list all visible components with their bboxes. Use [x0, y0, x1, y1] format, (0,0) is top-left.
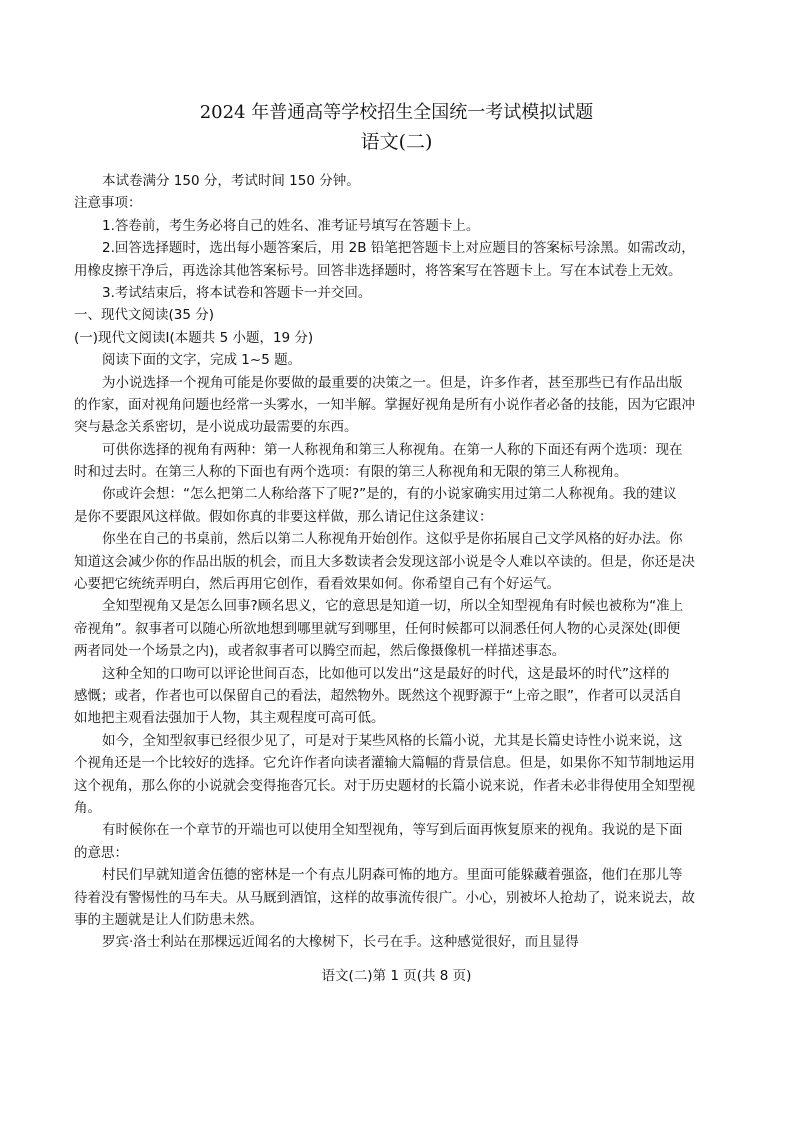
text-line: 1.答卷前，考生务必将自己的姓名、准考证号填写在答题卡上。 — [102, 217, 480, 234]
page-footer: 语文(二)第 1 页(共 8 页) — [321, 968, 472, 984]
text-line: 心要把它统统弄明白，然后再用它创作，看看效果如何。你希望自己有个好运气。 — [74, 576, 560, 593]
text-line: 事的主题就是让人们防患未然。 — [74, 911, 263, 928]
text-line: 两者同处一个场景之内)，或者叙事者可以腾空而起，然后像摄像机一样描述事态。 — [74, 643, 566, 660]
text-line: 你坐在自己的书桌前，然后以第二人称视角开始创作。这似乎是你拓展自己文学风格的好办法。你 — [102, 531, 683, 548]
text-line: 感慨；或者，作者也可以保留自己的看法，超然物外。既然这个视野源于“上帝之眼”，作者可以灵活自 — [74, 687, 682, 704]
text-line: 本试卷满分 150 分，考试时间 150 分钟。 — [102, 173, 360, 189]
text-line: 的作家，面对视角问题也经常一头雾水，一知半解。掌握好视角是所有小说作者必备的技能，因为它跟冲 — [74, 396, 695, 413]
text-line: 的意思： — [74, 844, 128, 861]
text-line: 帝视角”。叙事者可以随心所欲地想到哪里就写到哪里，任何时候都可以洞悉任何人物的心灵深处(即便 — [74, 620, 681, 637]
text-line: 村民们早就知道舍伍德的密林是一个有点儿阴森可怖的地方。里面可能躲藏着强盗，他们在那儿等 — [102, 867, 683, 884]
text-line: 时和过去时。在第三人称的下面也有两个选项：有限的第三人称视角和无限的第三人称视角。 — [74, 464, 628, 481]
text-line: 全知型视角又是怎么回事?顾名思义，它的意思是知道一切，所以全知型视角有时候也被称为“准上 — [102, 598, 684, 615]
text-line: 2.回答选择题时，选出每小题答案后，用 2B 铅笔把答题卡上对应题目的答案标号涂黑。如需改动， — [102, 240, 695, 257]
text-line: 如地把主观看法强加于人物，其主观程度可高可低。 — [74, 710, 385, 727]
text-line: 你或许会想：“怎么把第二人称给落下了呢?”是的，有的小说家确实用过第二人称视角。我的建议 — [102, 486, 677, 503]
exam-subject: 语文(二) — [360, 131, 433, 153]
text-line: 有时候你在一个章节的开端也可以使用全知型视角，等写到后面再恢复原来的视角。我说的是下面 — [102, 822, 683, 839]
text-line: 注意事项： — [74, 195, 142, 212]
text-line: 如今，全知型叙事已经很少见了，可是对于某些风格的长篇小说，尤其是长篇史诗性小说来说，这 — [102, 732, 683, 749]
text-line: 为小说选择一个视角可能是你要做的最重要的决策之一。但是，许多作者，甚至那些已有作品出版 — [102, 374, 683, 391]
text-line: 是你不要跟风这样做。假如你真的非要这样做，那么请记住这条建议： — [74, 508, 493, 525]
text-line: 这种全知的口吻可以评论世间百态，比如他可以发出“这是最好的时代，这是最坏的时代”这样的 — [102, 665, 670, 682]
text-line: 知道这会减少你的作品出版的机会，而且大多数读者会发现这部小说是令人难以卒读的。但是，你还是决 — [74, 553, 695, 570]
text-line: (一)现代文阅读Ⅰ(本题共 5 小题，19 分) — [74, 329, 314, 346]
text-line: 罗宾·洛士利站在那棵远近闻名的大橡树下，长弓在手。这种感觉很好，而且显得 — [102, 934, 579, 951]
text-line: 用橡皮擦干净后，再选涂其他答案标号。回答非选择题时，将答案写在答题卡上。写在本试卷上无效。 — [74, 262, 682, 279]
text-line: 角。 — [74, 799, 101, 816]
text-line: 3.考试结束后，将本试卷和答题卡一并交回。 — [102, 284, 372, 301]
text-line: 个视角还是一个比较好的选择。它允许作者向读者灌输大篇幅的背景信息。但是，如果你不知节制地运用 — [74, 755, 695, 772]
text-line: 阅读下面的文字，完成 1~5 题。 — [102, 352, 302, 369]
text-line: 这个视角，那么你的小说就会变得拖沓冗长。对于历史题材的长篇小说来说，作者未必非得使用全知型视 — [74, 777, 695, 794]
exam-title: 2024 年普通高等学校招生全国统一考试模拟试题 — [199, 102, 594, 123]
text-line: 待着没有警惕性的马车夫。从马厩到酒馆，这样的故事流传很广。小心，别被坏人抢劫了，说来说去，故 — [74, 889, 695, 906]
text-line: 突与悬念关系密切，是小说成功最需要的东西。 — [74, 419, 358, 436]
text-line: 一、现代文阅读(35 分) — [74, 307, 215, 324]
exam-body — [74, 170, 720, 954]
text-line: 可供你选择的视角有两种：第一人称视角和第三人称视角。在第一人称的下面还有两个选项：现在 — [102, 441, 683, 458]
